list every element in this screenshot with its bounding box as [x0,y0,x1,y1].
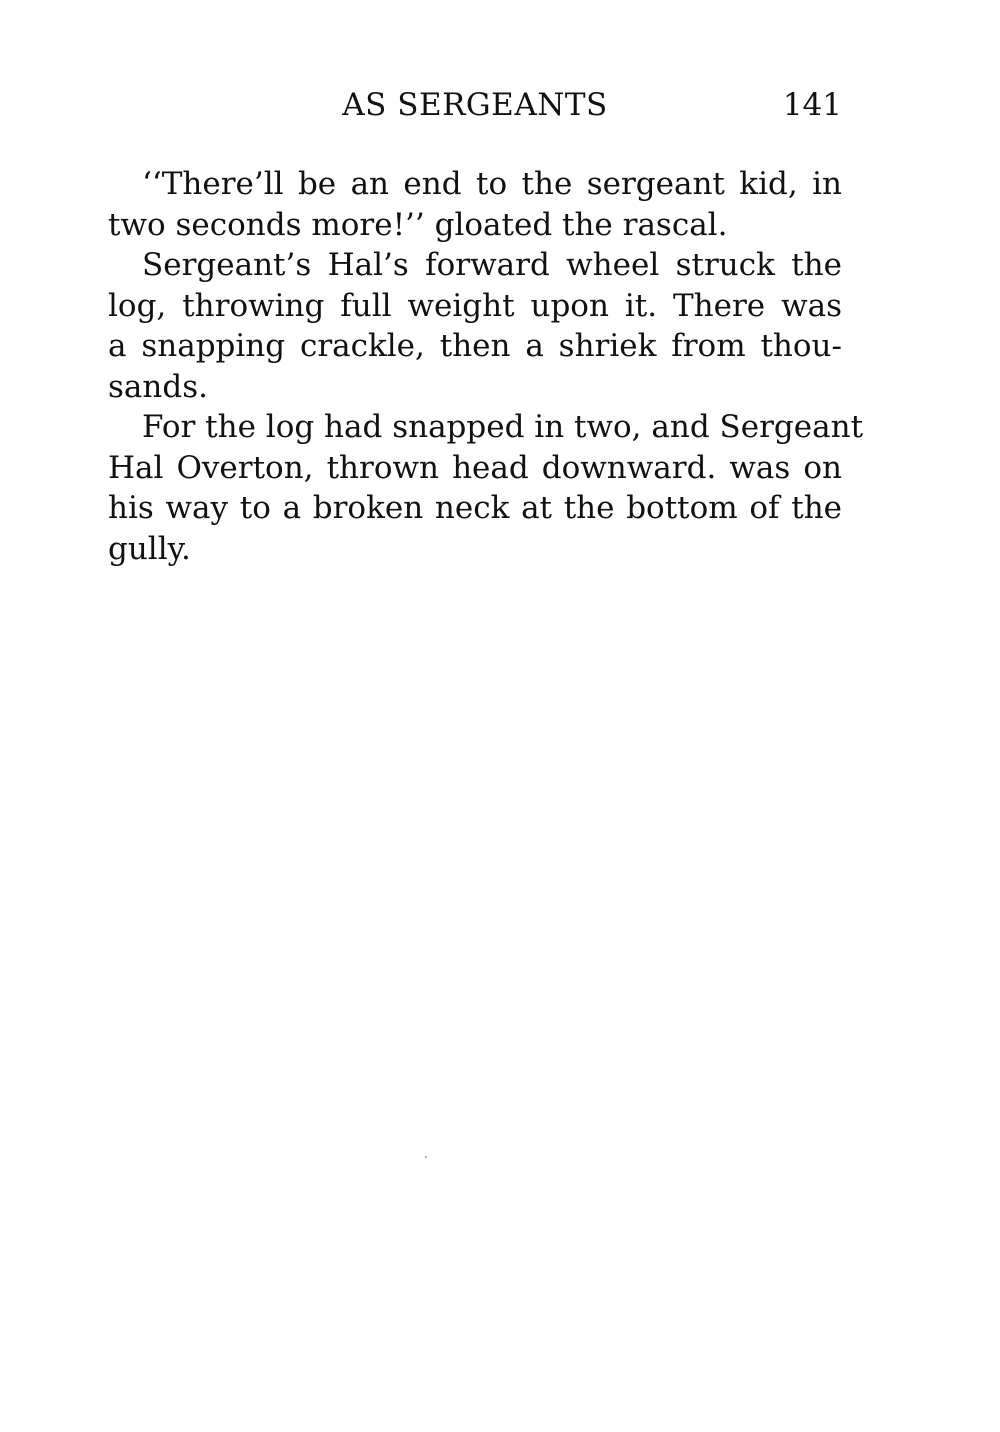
paragraph-3 [108,407,864,569]
paragraph-2 [108,245,842,407]
text-line: two seconds more!’’ gloated the rascal. [108,206,728,243]
text-line: Sergeant’s Hal’s forward wheel struck the [142,247,842,283]
text-line: For the log had snapped in two, and Sergeant [142,409,864,445]
running-head [108,80,842,130]
body-text [108,164,864,569]
text-line: his way to a broken neck at the bottom of the [108,490,842,526]
text-line: a snapping crackle, then a shriek from thou- [108,328,842,364]
text-line: ‘‘There’ll be an end to the sergeant kid, in [142,166,842,202]
text-line: sands. [108,368,208,405]
text-line: Hal Overton, thrown head downward. was on [108,449,842,486]
text-line: gully. [108,530,191,567]
scan-speck [425,1156,427,1158]
running-title: AS SERGEANTS [342,87,608,123]
text-line: log, throwing full weight upon it. There was [108,287,842,324]
page-number: 141 [782,87,842,123]
paragraph-1 [108,164,842,245]
